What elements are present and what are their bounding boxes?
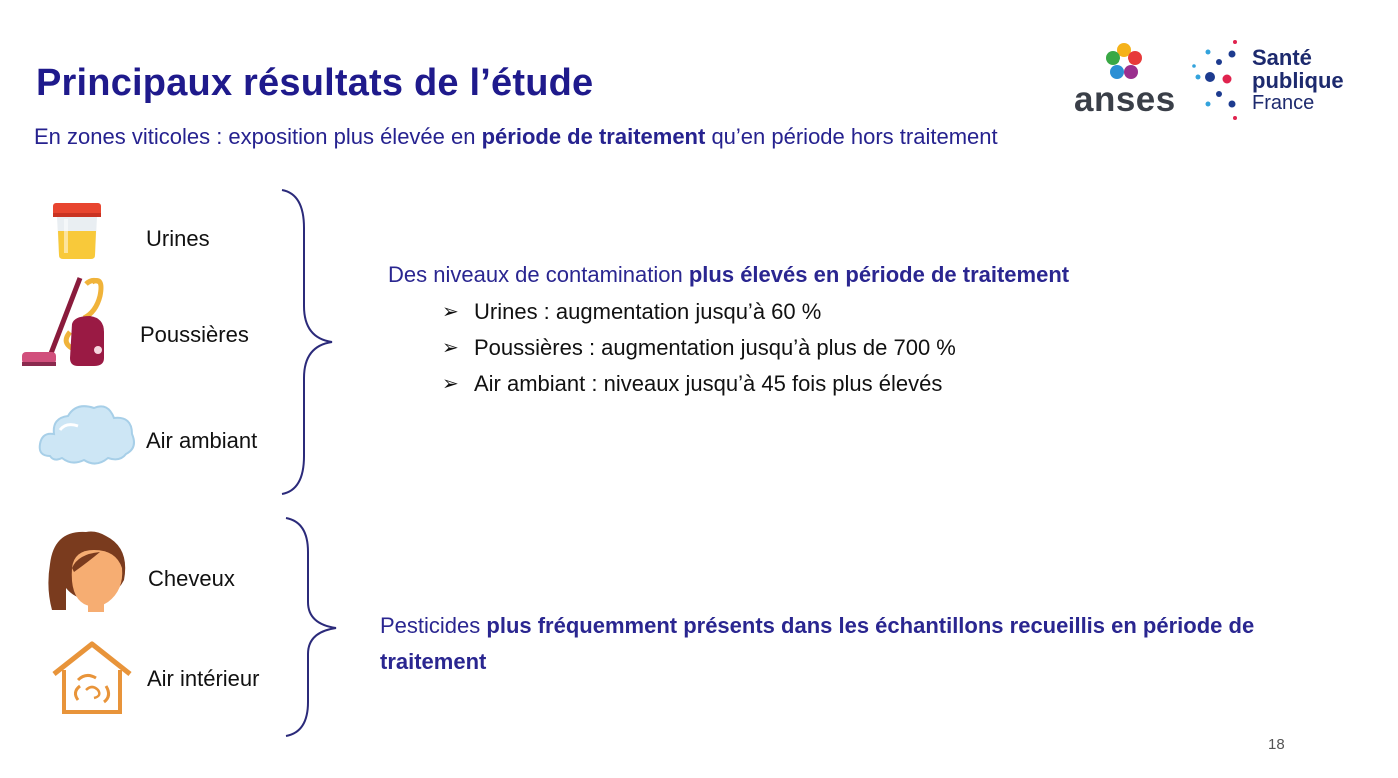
vacuum-cleaner-icon bbox=[20, 272, 112, 370]
hair-head-icon bbox=[44, 528, 130, 614]
group2-text bbox=[380, 608, 1280, 680]
item-label-air-ambiant: Air ambiant bbox=[146, 428, 258, 453]
bullet-text: Poussières : augmentation jusqu’à plus de 700 % bbox=[474, 335, 956, 360]
brace-group-1 bbox=[276, 188, 340, 498]
sante-publique-france-logo bbox=[1190, 38, 1350, 128]
list-item bbox=[442, 335, 956, 371]
arrow-bullet-icon: ➢ bbox=[442, 337, 459, 359]
subtitle-bold: période de traitement bbox=[481, 124, 706, 149]
spf-line-2: publique bbox=[1252, 68, 1344, 93]
item-label-urines: Urines bbox=[146, 226, 210, 251]
subtitle-text-start: En zones viticoles : exposition plus élevée en bbox=[34, 124, 482, 149]
slide-subtitle bbox=[34, 124, 998, 150]
spf-line-1: Santé bbox=[1252, 45, 1312, 70]
anses-wordmark: anses bbox=[1074, 80, 1176, 119]
anses-star-icon bbox=[1072, 42, 1182, 82]
subtitle-text-end: qu’en période hors traitement bbox=[705, 124, 998, 149]
item-label-cheveux: Cheveux bbox=[148, 566, 235, 591]
group2-text-bold: plus fréquemment présents dans les échantillons recueillis en période de traitement bbox=[380, 613, 1255, 674]
spf-dots-icon bbox=[1190, 38, 1252, 128]
bullet-text: Air ambiant : niveaux jusqu’à 45 fois plus élevés bbox=[474, 371, 943, 396]
anses-logo bbox=[1072, 42, 1182, 117]
slide-title: Principaux résultats de l’étude bbox=[36, 62, 594, 104]
list-item bbox=[442, 371, 956, 407]
house-air-icon bbox=[50, 640, 134, 716]
group1-heading-text: Des niveaux de contamination bbox=[388, 262, 689, 287]
cloud-icon bbox=[36, 400, 138, 470]
list-item bbox=[442, 299, 956, 335]
group2-text-start: Pesticides bbox=[380, 613, 487, 638]
bullet-text: Urines : augmentation jusqu’à 60 % bbox=[474, 299, 822, 324]
group1-heading bbox=[388, 262, 1069, 288]
item-label-air-interieur: Air intérieur bbox=[147, 666, 260, 691]
brace-group-2 bbox=[280, 516, 344, 738]
spf-line-3: France bbox=[1252, 92, 1315, 114]
arrow-bullet-icon: ➢ bbox=[442, 373, 459, 395]
urine-cup-icon bbox=[50, 201, 104, 261]
group1-bullet-list bbox=[442, 299, 956, 407]
group1-heading-bold: plus élevés en période de traitement bbox=[688, 262, 1070, 287]
page-number: 18 bbox=[1268, 736, 1285, 753]
item-label-poussieres: Poussières bbox=[140, 322, 249, 347]
arrow-bullet-icon: ➢ bbox=[442, 301, 459, 323]
